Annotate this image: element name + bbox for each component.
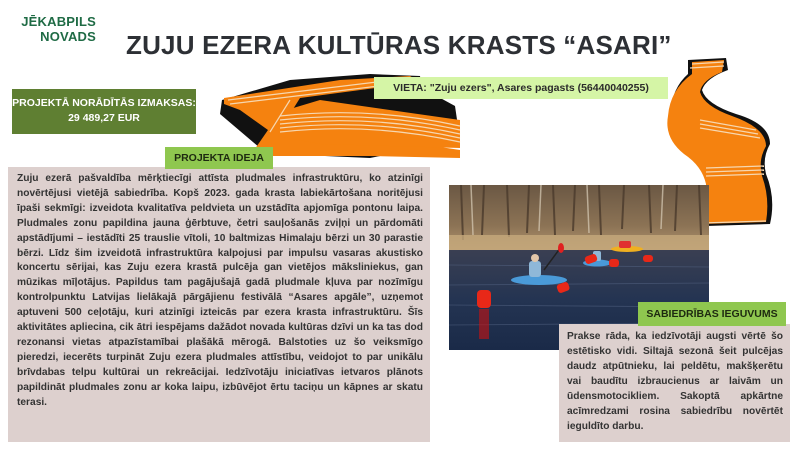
cost-label: PROJEKTĀ NORĀDĪTĀS IZMAKSAS: bbox=[12, 97, 196, 109]
project-idea-text: Zuju ezerā pašvaldība mērķtiecīgi attīsta pludmales infrastruktūru, ko atzinīgi novērtējusi vietējā sabiedrība. Kopš 2023. gada krasta labiekārtošana noritējusi īpaši sekmīgi: izveidota kvalitatīva peldvieta un uzstādīta apjomīga pontonu laipa. Pludmales zonu papildina jauna ģērbtuve, četri sauļošanās zviļņi un pārdomāti apstādījumi – iestādīti 25 trauslie vītoli, 10 baltmizas Himalaju bērzi un 30 parastie bērzi. Līdz šim izveidotā infrastruktūra kalpojusi par impulsu vasaras akustisko koncertu sērijai, kas Zuju ezera krastā pulcēja gan vietējos māksliniekus, gan mūzikas mīļotājus. Papildus tam pagājušajā gadā pludmale kļuva par nozīmīgu kontrolpunktu Latvijas lielākajā pārgājienu festivālā “Asares apgāle”, uzņemot aptuveni 500 ceļotāju, kuri atzinīgi izteicās par ezera krasta infrastruktūru. Šīs aktivitātes apliecina, cik ātri iespējams dažādot novada kultūras dzīvi un ka tas dod rezonansi vietas atpazīstamībai plašākā mērogā. Balstoties uz šo veiksmīgo pieredzi, iecerēts turpināt Zuju ezera pludmales attīstību, veidojot to par unikālu brīvdabas telpu kultūrai un rekreācijai. Iedzīvotāju iniciatīvas ietvaros plānots papildināt pludmales zonu ar koka laipu, izbūvējot ērtu taciņu un kāpnes ar skatu terasi. bbox=[8, 167, 430, 442]
project-idea-heading: PROJEKTA IDEJA bbox=[165, 147, 273, 169]
logo-line-2: NOVADS bbox=[40, 29, 96, 44]
community-benefit-text: Prakse rāda, ka iedzīvotāji augsti vērtē šo estētisko vidi. Siltajā sezonā šeit pulcējas daudz atpūtnieku, lai peldētu, makšķerētu vai baudītu izbraucienus ar laivām un ūdensmotocikliem. Sakoptā apkārtne acīmredzami rosina sabiedrību novērtēt ieguldīto darbu. bbox=[559, 324, 790, 442]
logo-line-1: JĒKABPILS bbox=[21, 14, 96, 29]
project-cost-box bbox=[12, 89, 196, 134]
community-benefit-heading: SABIEDRĪBAS IEGUVUMS bbox=[638, 302, 786, 326]
cost-value: 29 489,27 EUR bbox=[68, 112, 140, 124]
page-title: ZUJU EZERA KULTŪRAS KRASTS “ASARI” bbox=[126, 30, 672, 60]
location-badge: VIETA: "Zuju ezers", Asares pagasts (56440040255) bbox=[374, 77, 668, 99]
jekabpils-novads-logo bbox=[10, 14, 96, 44]
